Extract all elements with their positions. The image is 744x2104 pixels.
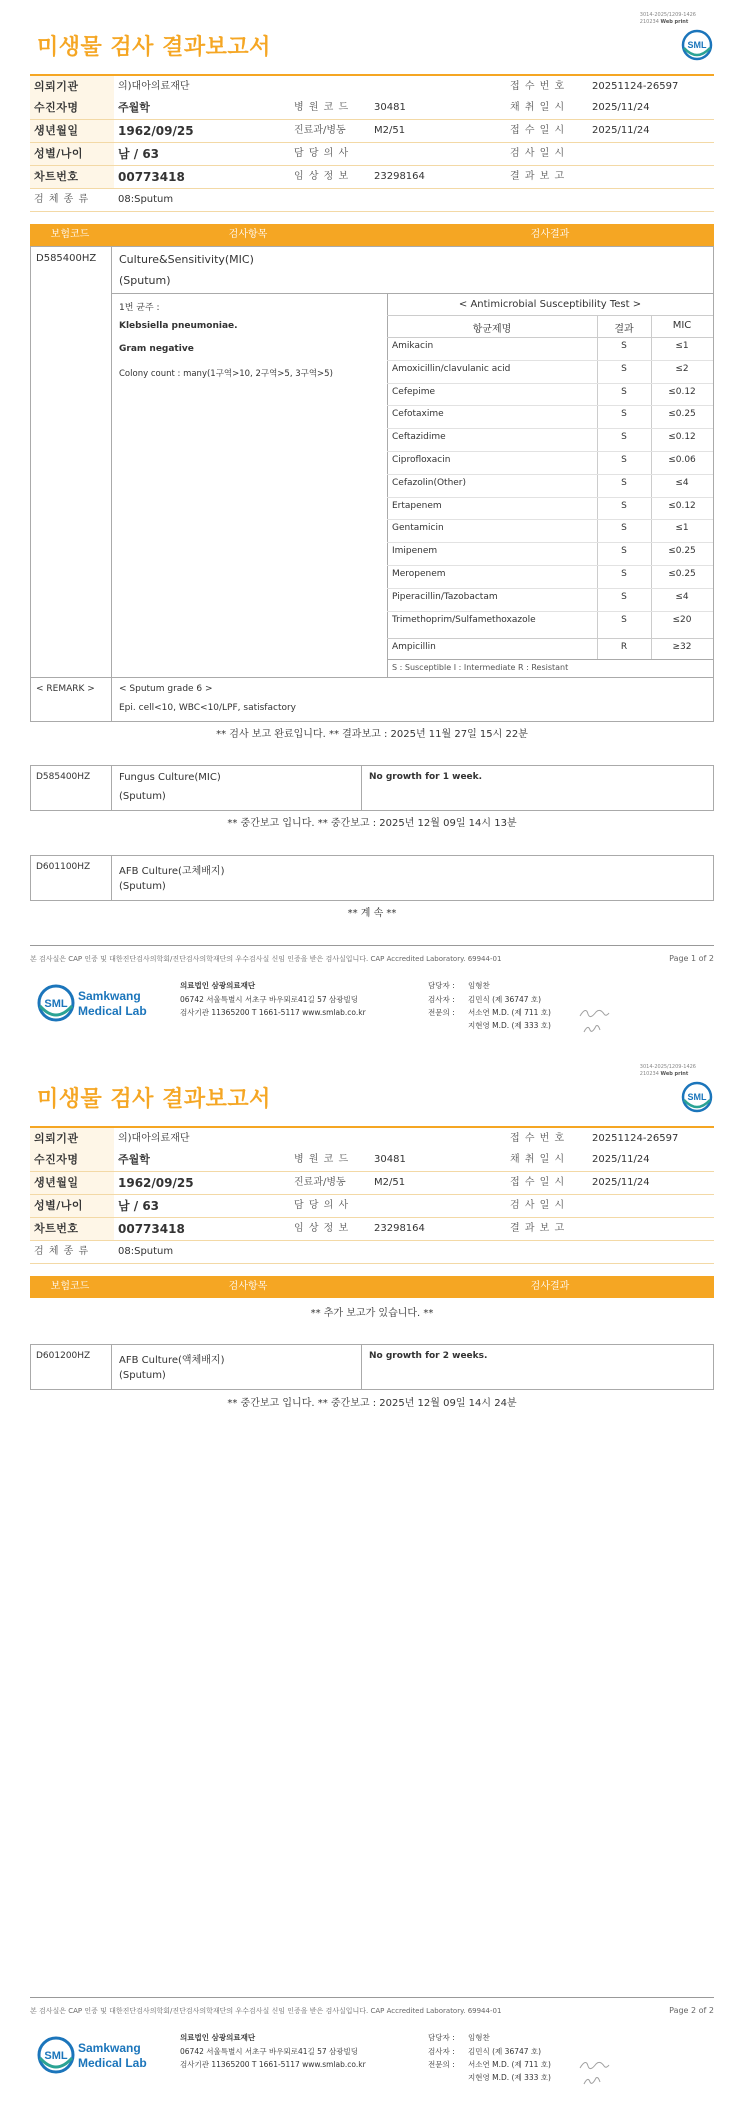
receive-label: 접 수 일 시 <box>510 1177 566 1188</box>
collect-value: 2025/11/24 <box>592 1154 650 1165</box>
receipt-no-label: 접 수 번 호 <box>510 1133 566 1144</box>
ast-row-drug: Meropenem <box>392 569 446 579</box>
chart-value: 00773418 <box>118 1222 185 1236</box>
dept-value: M2/51 <box>374 125 406 136</box>
ast-row-mic: ≤1 <box>675 341 689 351</box>
sml-logo-icon <box>680 1080 714 1114</box>
svg-text:SML: SML <box>687 1092 707 1102</box>
svg-text:SML: SML <box>44 2050 68 2062</box>
corp-address: 06742 서울특별시 서초구 바우뫼로41길 57 삼광빌딩 <box>180 2047 359 2056</box>
receipt-no-label: 접 수 번 호 <box>510 81 566 92</box>
col-code: 보험코드 <box>50 1281 90 1292</box>
ast-row-drug: Ciprofloxacin <box>392 455 451 465</box>
report-title: 미생물 검사 결과보고서 <box>37 1087 271 1112</box>
ast-title: < Antimicrobial Susceptibility Test > <box>458 299 642 310</box>
svg-text:Samkwang: Samkwang <box>78 989 141 1003</box>
ast-row-drug: Imipenem <box>392 546 438 557</box>
test-code: D585400HZ <box>36 772 91 782</box>
sex-value: 남 / 63 <box>118 1199 160 1213</box>
ast-row-mic: ≤0.12 <box>668 386 696 397</box>
ast-row-result: S <box>621 523 627 534</box>
hosp-code-label: 병 원 코 드 <box>294 102 350 113</box>
test-block-afb-solid <box>30 855 714 901</box>
ast-row-drug: Cefepime <box>392 386 436 397</box>
ast-row-result: S <box>621 546 627 557</box>
remark-detail: Epi. cell<10, WBC<10/LPF, satisfactory <box>119 703 297 713</box>
staff-value: 임형찬 <box>468 2033 490 2042</box>
ast-row-drug: Ceftazidime <box>392 432 446 443</box>
org-value: 의)대아의료재단 <box>118 81 190 92</box>
staff-label: 담당자 : <box>428 981 455 990</box>
name-label: 수진자명 <box>30 97 114 119</box>
corp-name: 의료법인 삼광의료재단 <box>180 2033 256 2042</box>
corp-address: 06742 서울특별시 서초구 바우뫼로41길 57 삼광빌딩 <box>180 995 359 1004</box>
ast-row-result: S <box>621 477 627 488</box>
collect-value: 2025/11/24 <box>592 102 650 113</box>
ast-row-drug: Gentamicin <box>392 523 444 534</box>
col-result: 검사결과 <box>530 1281 570 1292</box>
ast-row-mic: ≤20 <box>672 614 692 625</box>
sex-value: 남 / 63 <box>118 147 160 161</box>
test-specimen: (Sputum) <box>119 881 166 892</box>
test-block-afb-liquid <box>30 1344 714 1390</box>
ast-row-result: S <box>621 569 627 579</box>
ast-row-result: S <box>621 614 627 625</box>
ast-row-mic: ≤2 <box>675 363 689 374</box>
ast-row-result: S <box>621 500 627 511</box>
col-result: 검사결과 <box>530 229 570 240</box>
hosp-code-value: 30481 <box>374 102 406 113</box>
test-name: AFB Culture(액체배지) <box>119 1355 225 1366</box>
additional-report-note: ** 추가 보고가 있습니다. ** <box>310 1308 434 1319</box>
test-result: No growth for 2 weeks. <box>369 1351 488 1361</box>
receive-label: 접 수 일 시 <box>510 125 566 136</box>
dept-label: 진료과/병동 <box>294 125 346 136</box>
name-value: 주월학 <box>118 1153 150 1166</box>
hosp-code-label: 병 원 코 드 <box>294 1154 350 1165</box>
ast-row-mic: ≤0.25 <box>668 569 696 579</box>
dob-value: 1962/09/25 <box>118 1176 194 1190</box>
staff-value: 서소연 M.D. (제 711 호) <box>468 2060 551 2069</box>
clinical-label: 임 상 정 보 <box>294 171 350 182</box>
report-label: 결 과 보 고 <box>510 1223 566 1234</box>
report-page-2 <box>0 1052 744 2104</box>
test-specimen: (Sputum) <box>119 274 171 287</box>
test-code: D601200HZ <box>36 1351 91 1361</box>
ast-row-drug: Amikacin <box>392 341 434 351</box>
ast-row-result: S <box>621 409 627 420</box>
clinical-value: 23298164 <box>374 171 425 182</box>
doctor-label: 담 당 의 사 <box>294 148 350 159</box>
results-header-bar <box>30 1276 714 1298</box>
receive-value: 2025/11/24 <box>592 1177 650 1188</box>
test-name: Fungus Culture(MIC) <box>119 772 221 783</box>
ast-row-mic: ≤0.25 <box>668 409 696 420</box>
staff-value: 김민식 (제 36747 호) <box>468 995 542 1004</box>
cap-notice: 본 검사실은 CAP 인증 및 대한진단검사의학회/진단검사의학재단의 우수검사실 신임 인증을 받은 검사실입니다. CAP Accredited Laboratory. 69944-01 <box>30 955 502 963</box>
ast-row-result: S <box>621 386 627 397</box>
ast-row-drug: Ertapenem <box>392 500 442 511</box>
sex-label: 성별/나이 <box>30 143 114 165</box>
receipt-no-value: 20251124-26597 <box>592 1133 679 1144</box>
test-block-fungus <box>30 765 714 811</box>
dob-label: 생년월일 <box>30 1172 114 1194</box>
collect-label: 채 취 일 시 <box>510 1154 566 1165</box>
col-item: 검사항목 <box>228 1281 268 1292</box>
col-code: 보험코드 <box>50 229 90 240</box>
svg-text:SML: SML <box>44 998 68 1010</box>
ast-row-result: S <box>621 432 627 443</box>
specimen-value: 08:Sputum <box>118 194 174 205</box>
corp-name: 의료법인 삼광의료재단 <box>180 981 256 990</box>
remark-grade: < Sputum grade 6 > <box>119 684 213 694</box>
ast-header-mic: MIC <box>672 320 692 331</box>
test-code: D585400HZ <box>36 253 97 264</box>
samkwang-logo <box>36 980 156 1030</box>
dob-label: 생년월일 <box>30 120 114 142</box>
exam-label: 검 사 일 시 <box>510 1200 566 1211</box>
samkwang-logo-icon <box>36 2032 156 2078</box>
corp-contact: 검사기관 11365200 T 1661-5117 www.smlab.co.kr <box>180 2060 366 2069</box>
report-label: 결 과 보 고 <box>510 171 566 182</box>
staff-value: 김민식 (제 36747 호) <box>468 2047 542 2056</box>
interim-note: ** 중간보고 입니다. ** 중간보고 : 2025년 12월 09일 14시 24분 <box>227 1398 517 1409</box>
colony-count: Colony count : many(1구역>10, 2구역>5, 3구역>5) <box>119 369 333 379</box>
ast-row-mic: ≤0.12 <box>668 432 696 443</box>
specimen-label: 검 체 종 류 <box>34 194 90 205</box>
ast-header-result: 결과 <box>614 324 634 335</box>
name-label: 수진자명 <box>30 1149 114 1171</box>
org-value: 의)대아의료재단 <box>118 1133 190 1144</box>
col-item: 검사항목 <box>228 229 268 240</box>
svg-text:Medical Lab: Medical Lab <box>78 1004 147 1018</box>
ast-row-drug: Amoxicillin/clavulanic acid <box>392 363 511 374</box>
chart-value: 00773418 <box>118 170 185 184</box>
cap-notice: 본 검사실은 CAP 인증 및 대한진단검사의학회/진단검사의학재단의 우수검사실 신임 인증을 받은 검사실입니다. CAP Accredited Laboratory. 69944-01 <box>30 2007 502 2015</box>
chart-label: 차트번호 <box>30 1218 114 1240</box>
svg-text:Medical Lab: Medical Lab <box>78 2056 147 2070</box>
clinical-value: 23298164 <box>374 1223 425 1234</box>
svg-text:SML: SML <box>687 40 707 50</box>
staff-value: 서소연 M.D. (제 711 호) <box>468 1008 551 1017</box>
ast-row-mic: ≤4 <box>675 477 689 488</box>
test-name: AFB Culture(고체배지) <box>119 866 225 877</box>
specimen-label: 검 체 종 류 <box>34 1246 90 1257</box>
signature-icon <box>576 2056 612 2090</box>
ast-legend: S : Susceptible I : Intermediate R : Resistant <box>392 663 569 672</box>
staff-value: 임형찬 <box>468 981 490 990</box>
receipt-no-value: 20251124-26597 <box>592 81 679 92</box>
ast-row-result: S <box>621 591 627 602</box>
dept-label: 진료과/병동 <box>294 1177 346 1188</box>
svg-text:Samkwang: Samkwang <box>78 2041 141 2055</box>
collect-label: 채 취 일 시 <box>510 102 566 113</box>
ast-row-drug: Trimethoprim/Sulfamethoxazole <box>392 614 536 625</box>
test-specimen: (Sputum) <box>119 1370 166 1381</box>
ast-header-drug: 항균제명 <box>472 324 512 335</box>
samkwang-logo <box>36 2032 156 2082</box>
ast-row-result: S <box>621 455 627 465</box>
specimen-value: 08:Sputum <box>118 1246 174 1257</box>
staff-label: 검사자 : <box>428 995 455 1004</box>
organism-name: Klebsiella pneumoniae. <box>119 321 238 331</box>
clinical-label: 임 상 정 보 <box>294 1223 350 1234</box>
hosp-code-value: 30481 <box>374 1154 406 1165</box>
exam-label: 검 사 일 시 <box>510 148 566 159</box>
staff-value: 지현영 M.D. (제 333 호) <box>468 2073 551 2082</box>
ast-row-mic: ≤0.06 <box>668 455 696 465</box>
ast-row-drug: Ampicillin <box>392 642 436 652</box>
test-result: No growth for 1 week. <box>369 772 483 782</box>
chart-label: 차트번호 <box>30 166 114 188</box>
results-header-bar <box>30 224 714 246</box>
report-title: 미생물 검사 결과보고서 <box>37 35 271 60</box>
org-label: 의뢰기관 <box>30 76 114 98</box>
page-number: Page 1 of 2 <box>669 954 714 963</box>
interim-note: ** 중간보고 입니다. ** 중간보고 : 2025년 12월 09일 14시 13분 <box>227 818 517 829</box>
ast-row-drug: Piperacillin/Tazobactam <box>392 591 498 602</box>
print-meta: 3014-2025/1209-1426 210234 Web print <box>639 1064 696 1077</box>
remark-label: < REMARK > <box>36 684 95 694</box>
ast-row-result: S <box>621 363 627 374</box>
ast-row-mic: ≤0.25 <box>668 546 696 557</box>
org-label: 의뢰기관 <box>30 1128 114 1150</box>
continue-note: ** 계 속 ** <box>347 908 397 919</box>
test-code: D601100HZ <box>36 862 91 872</box>
report-status-note: ** 검사 보고 완료입니다. ** 결과보고 : 2025년 11월 27일 15시 22분 <box>216 729 528 740</box>
ast-row-drug: Cefazolin(Other) <box>392 477 467 488</box>
staff-value: 지현영 M.D. (제 333 호) <box>468 1021 551 1030</box>
receive-value: 2025/11/24 <box>592 125 650 136</box>
ast-row-result: S <box>621 341 627 351</box>
test-block-culture <box>30 246 714 722</box>
signature-icon <box>576 1004 612 1038</box>
ast-row-mic: ≥32 <box>672 642 692 652</box>
organism-label: 1번 균주 : <box>119 303 160 313</box>
ast-row-mic: ≤0.12 <box>668 500 696 511</box>
dob-value: 1962/09/25 <box>118 124 194 138</box>
corp-contact: 검사기관 11365200 T 1661-5117 www.smlab.co.kr <box>180 1008 366 1017</box>
ast-row-mic: ≤4 <box>675 591 689 602</box>
test-specimen: (Sputum) <box>119 791 166 802</box>
name-value: 주월학 <box>118 101 150 114</box>
ast-row-mic: ≤1 <box>675 523 689 534</box>
samkwang-logo-icon <box>36 980 156 1026</box>
ast-row-result: R <box>620 642 628 652</box>
dept-value: M2/51 <box>374 1177 406 1188</box>
staff-label: 전문의 : <box>428 2060 455 2069</box>
staff-label: 전문의 : <box>428 1008 455 1017</box>
gram-stain: Gram negative <box>119 344 194 354</box>
staff-label: 검사자 : <box>428 2047 455 2056</box>
sml-logo-icon <box>680 28 714 62</box>
doctor-label: 담 당 의 사 <box>294 1200 350 1211</box>
staff-label: 담당자 : <box>428 2033 455 2042</box>
print-meta: 3014-2025/1209-1426 210234 Web print <box>639 12 696 25</box>
sex-label: 성별/나이 <box>30 1195 114 1217</box>
ast-row-drug: Cefotaxime <box>392 409 444 420</box>
test-name: Culture&Sensitivity(MIC) <box>119 253 254 266</box>
page-number: Page 2 of 2 <box>669 2006 714 2015</box>
